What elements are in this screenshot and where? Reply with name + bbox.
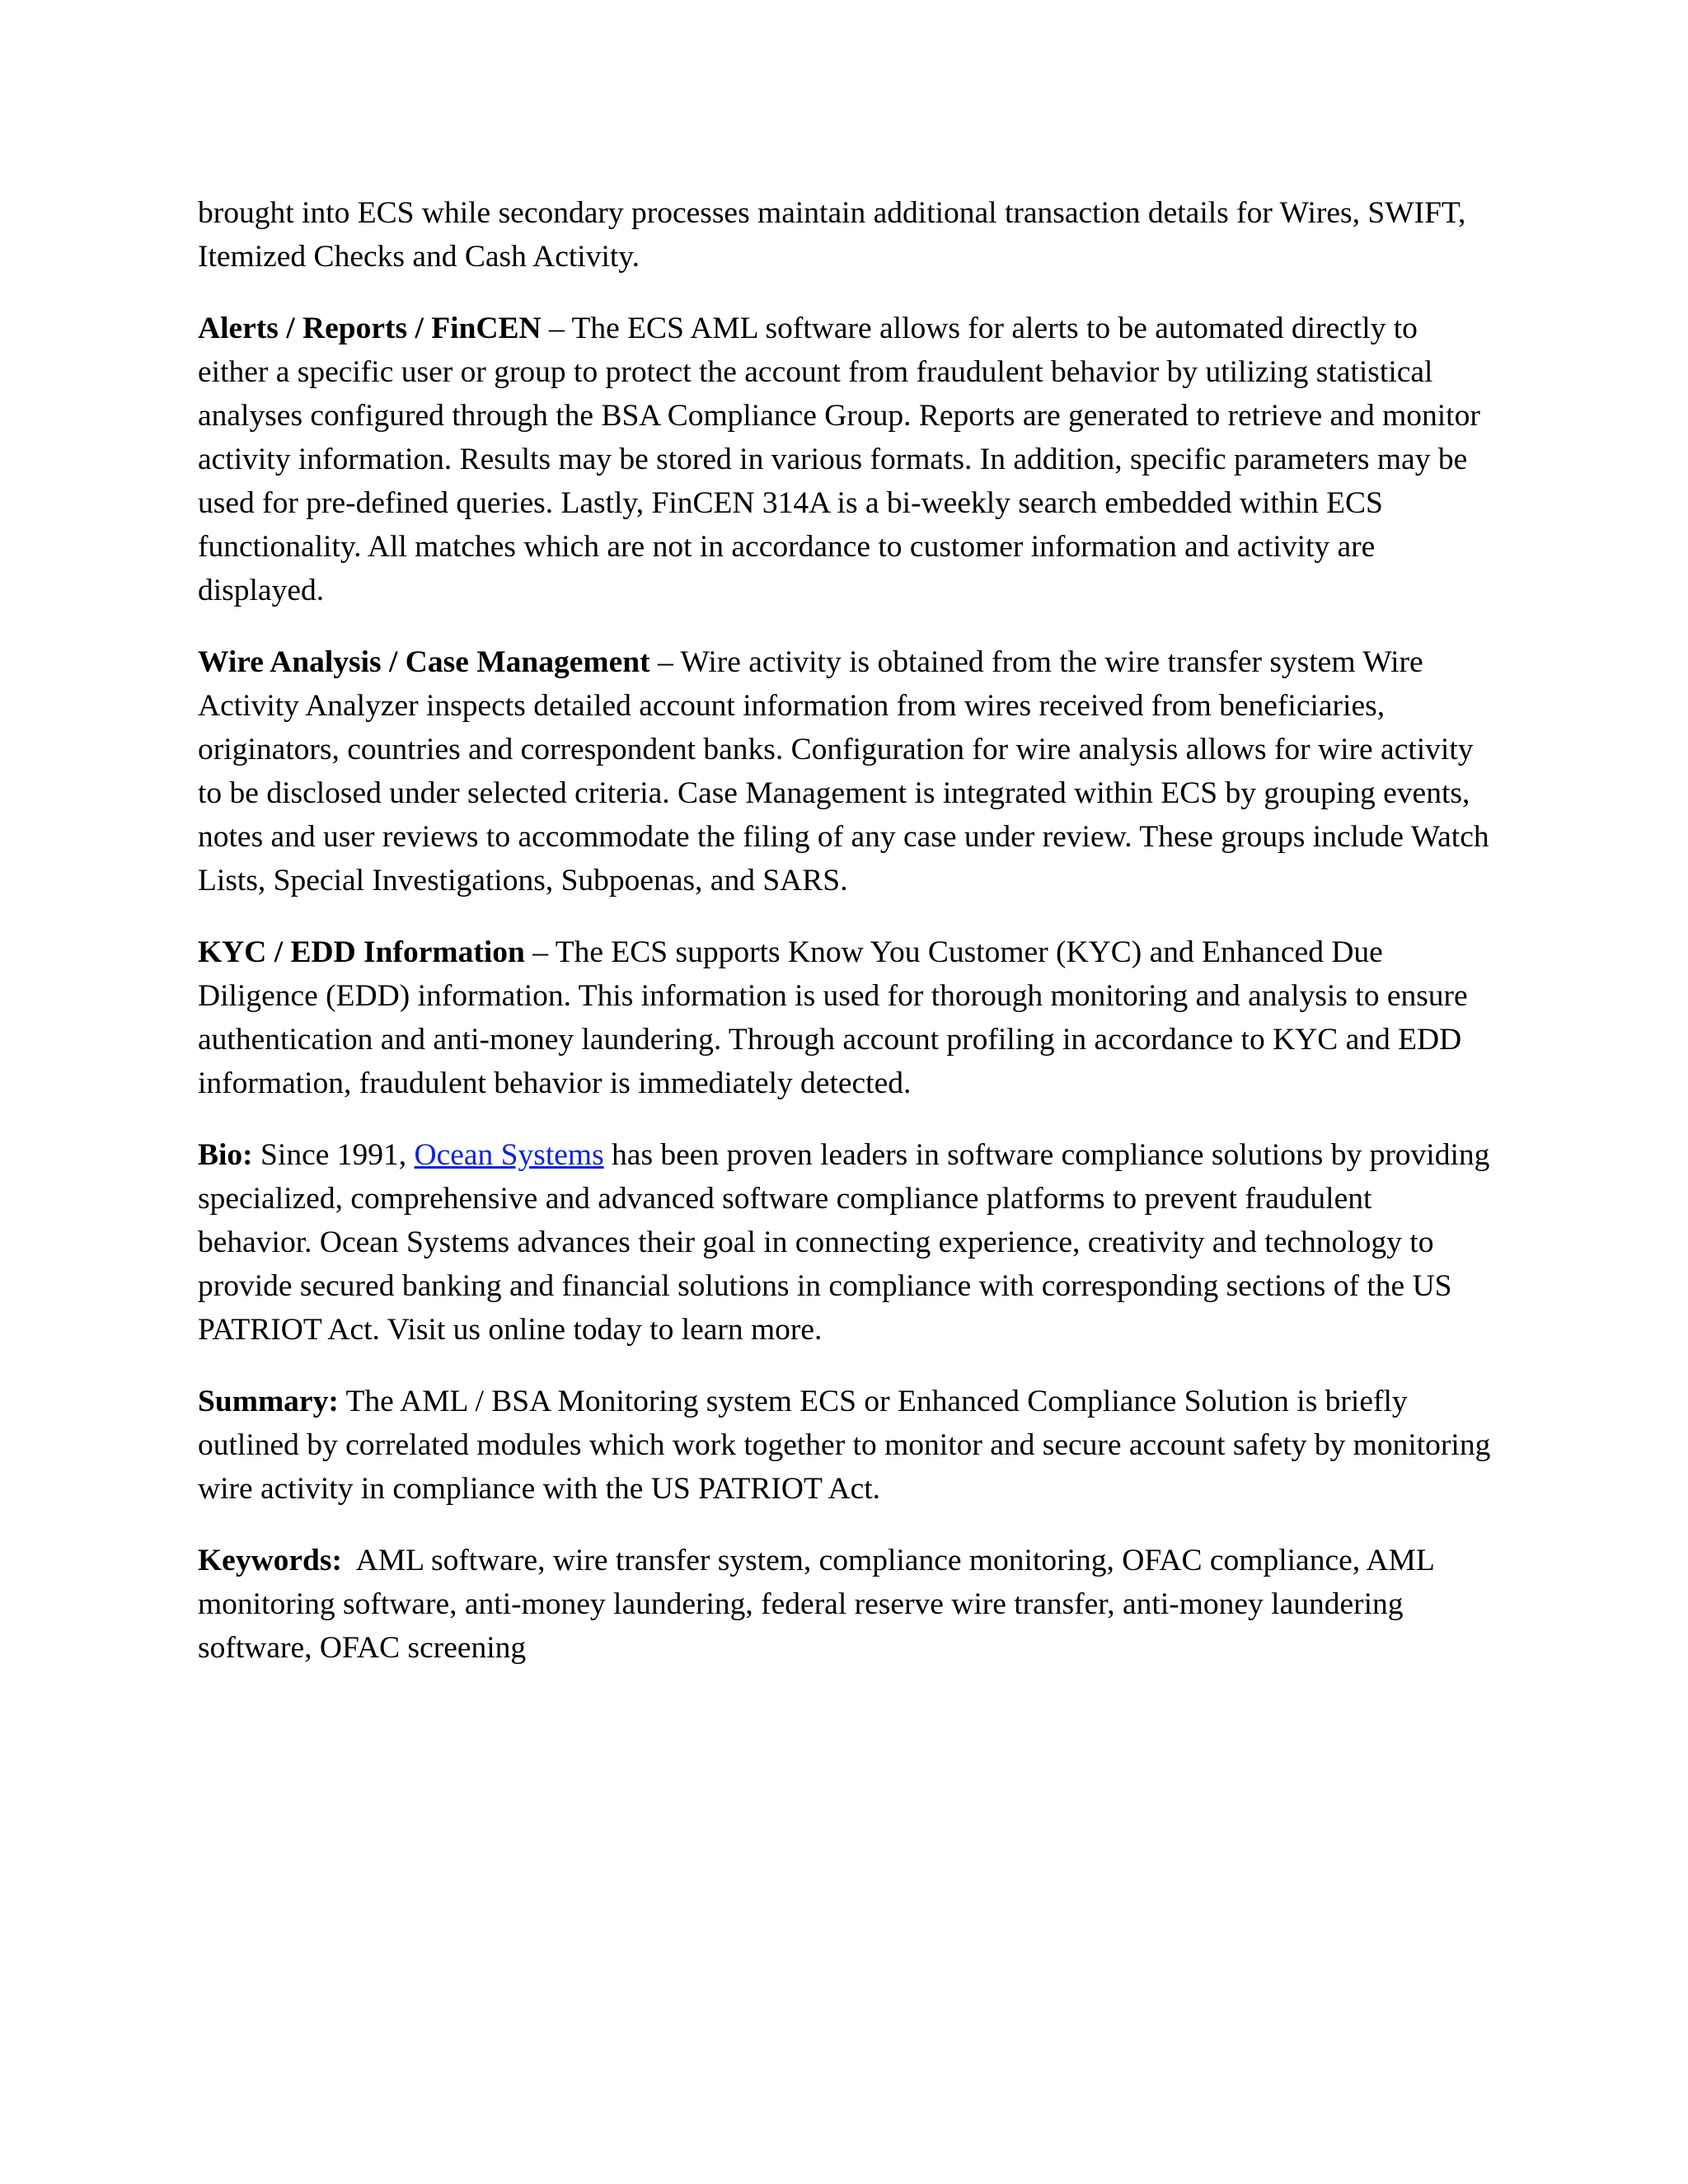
ocean-systems-link[interactable]: Ocean Systems [414, 1138, 604, 1172]
bio-heading: Bio: [198, 1138, 253, 1172]
bio-text-before-link: Since 1991, [252, 1138, 415, 1172]
wire-text: – Wire activity is obtained from the wire transfer system Wire Activity Analyzer inspects detailed account information from wires received from beneficiaries, originators, countries and correspondent banks. Configuration for wire analysis allows for wire activity to be disclosed under selected criteria. Case Management is integrated within ECS by grouping events, notes and user reviews to accommodate the filing of any case under review. These groups include Watch Lists, Special Investigations, Subpoenas, and SARS. [198, 645, 1489, 898]
intro-paragraph [198, 191, 1492, 279]
bio-text-after-link: has been proven leaders in software compliance solutions by providing specialized, comprehensive and advanced software compliance platforms to prevent fraudulent behavior. Ocean Systems advances their goal in connecting experience, creativity and technology to provide secured banking and financial solutions in compliance with corresponding sections of the US PATRIOT Act. Visit us online today to learn more. [198, 1138, 1490, 1347]
keywords-text: AML software, wire transfer system, compliance monitoring, OFAC compliance, AML monitoring software, anti-money laundering, federal reserve wire transfer, anti-money laundering software, OFAC screening [198, 1544, 1442, 1665]
kyc-paragraph [198, 930, 1492, 1105]
alerts-paragraph [198, 307, 1492, 612]
kyc-heading: KYC / EDD Information [198, 935, 525, 969]
keywords-heading: Keywords: [198, 1544, 342, 1577]
intro-text: brought into ECS while secondary processes maintain additional transaction details for Wires, SWIFT, Itemized Checks and Cash Activity. [198, 196, 1466, 274]
alerts-text: – The ECS AML software allows for alerts to be automated directly to either a specific user or group to protect the account from fraudulent behavior by utilizing statistical analyses configured through the BSA Compliance Group. Reports are generated to retrieve and monitor activity information. Results may be stored in various formats. In addition, specific parameters may be used for pre-defined queries. Lastly, FinCEN 314A is a bi-weekly search embedded within ECS functionality. All matches which are not in accordance to customer information and activity are displayed. [198, 312, 1480, 607]
summary-paragraph [198, 1380, 1492, 1511]
document-page [198, 191, 1492, 1698]
summary-heading: Summary: [198, 1385, 339, 1418]
summary-text: The AML / BSA Monitoring system ECS or Enhanced Compliance Solution is briefly outlined by correlated modules which work together to monitor and secure account safety by monitoring wire activity in compliance with the US PATRIOT Act. [198, 1385, 1491, 1506]
wire-paragraph [198, 640, 1492, 902]
wire-heading: Wire Analysis / Case Management [198, 645, 650, 679]
bio-paragraph [198, 1133, 1492, 1352]
kyc-text: – The ECS supports Know You Customer (KYC) and Enhanced Due Diligence (EDD) information. This information is used for thorough monitoring and analysis to ensure authentication and anti-money laundering. Through account profiling in accordance to KYC and EDD information, fraudulent behavior is immediately detected. [198, 935, 1468, 1100]
keywords-paragraph [198, 1539, 1492, 1670]
alerts-heading: Alerts / Reports / FinCEN [198, 312, 542, 345]
